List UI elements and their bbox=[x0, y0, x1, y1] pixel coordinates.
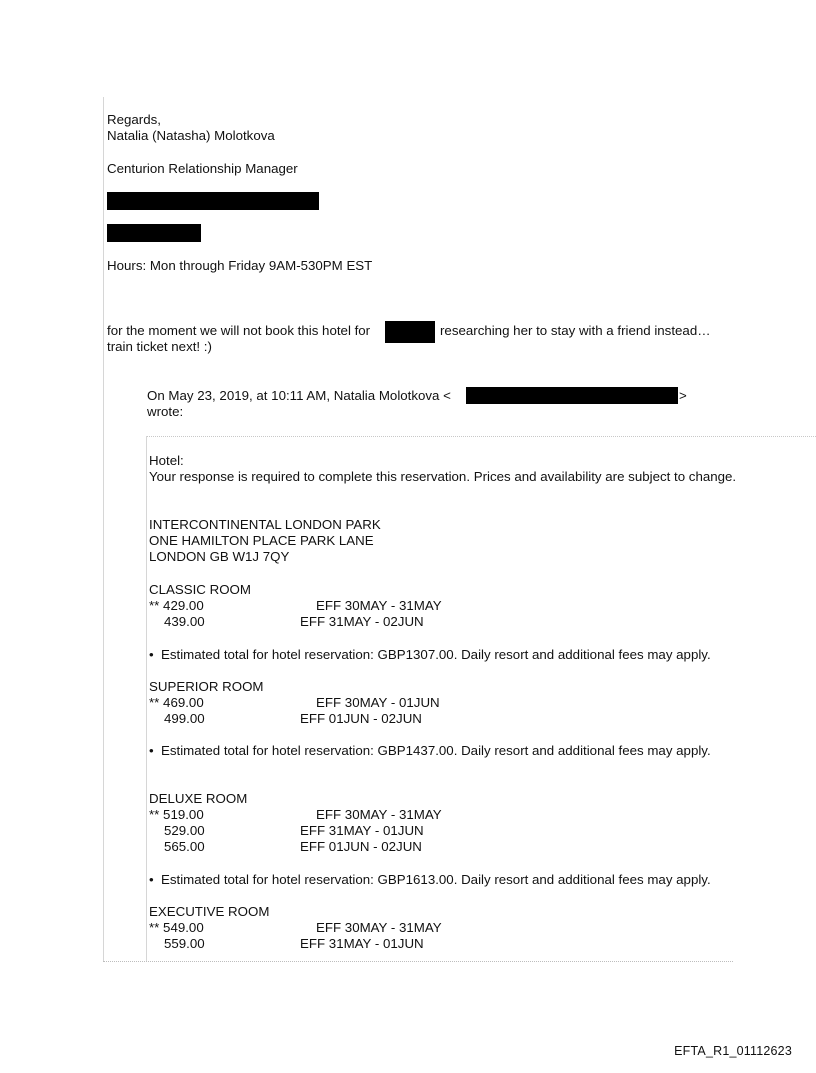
rate-price: 559.00 bbox=[164, 936, 205, 951]
quote-border-outer-bottom bbox=[103, 961, 733, 962]
quote-header-line-1b: > bbox=[679, 388, 687, 403]
signature-title: Centurion Relationship Manager bbox=[107, 161, 298, 176]
rate-eff: EFF 31MAY - 01JUN bbox=[300, 823, 424, 838]
rate-price: ** 429.00 bbox=[149, 598, 204, 613]
rate-eff: EFF 31MAY - 01JUN bbox=[300, 936, 424, 951]
reply-line-2: train ticket next! :) bbox=[107, 339, 212, 354]
estimated-total: Estimated total for hotel reservation: GBP1307.00. Daily resort and additional fees may apply. bbox=[161, 647, 711, 662]
rate-eff: EFF 30MAY - 31MAY bbox=[316, 598, 442, 613]
rate-eff: EFF 01JUN - 02JUN bbox=[300, 839, 422, 854]
rate-price: 499.00 bbox=[164, 711, 205, 726]
room-name: EXECUTIVE ROOM bbox=[149, 904, 270, 919]
rate-price: 565.00 bbox=[164, 839, 205, 854]
redaction-bar bbox=[466, 387, 678, 404]
signature-hours: Hours: Mon through Friday 9AM-530PM EST bbox=[107, 258, 373, 273]
rate-eff: EFF 30MAY - 31MAY bbox=[316, 920, 442, 935]
quote-header-line-1a: On May 23, 2019, at 10:11 AM, Natalia Molotkova < bbox=[147, 388, 451, 403]
quote-border-outer bbox=[103, 97, 104, 962]
estimated-total: Estimated total for hotel reservation: GBP1613.00. Daily resort and additional fees may apply. bbox=[161, 872, 711, 887]
hotel-name: INTERCONTINENTAL LONDON PARK bbox=[149, 517, 381, 532]
estimated-total: Estimated total for hotel reservation: GBP1437.00. Daily resort and additional fees may apply. bbox=[161, 743, 711, 758]
room-name: SUPERIOR ROOM bbox=[149, 679, 264, 694]
quote-border-inner bbox=[146, 436, 147, 961]
hotel-notice: Your response is required to complete this reservation. Prices and availability are subject to change. bbox=[149, 469, 737, 484]
bullet-icon: • bbox=[149, 647, 154, 662]
room-name: DELUXE ROOM bbox=[149, 791, 248, 806]
room-name: CLASSIC ROOM bbox=[149, 582, 251, 597]
rate-price: ** 519.00 bbox=[149, 807, 204, 822]
bullet-icon: • bbox=[149, 743, 154, 758]
rate-price: 529.00 bbox=[164, 823, 205, 838]
redaction-bar bbox=[385, 321, 435, 343]
reply-line-1a: for the moment we will not book this hotel for bbox=[107, 323, 371, 338]
rate-eff: EFF 30MAY - 31MAY bbox=[316, 807, 442, 822]
rate-eff: EFF 31MAY - 02JUN bbox=[300, 614, 424, 629]
redaction-bar bbox=[107, 224, 201, 242]
rate-eff: EFF 30MAY - 01JUN bbox=[316, 695, 440, 710]
bullet-icon: • bbox=[149, 872, 154, 887]
quote-border-inner-top bbox=[146, 436, 816, 437]
rate-eff: EFF 01JUN - 02JUN bbox=[300, 711, 422, 726]
hotel-label: Hotel: bbox=[149, 453, 184, 468]
hotel-address-1: ONE HAMILTON PLACE PARK LANE bbox=[149, 533, 374, 548]
reply-line-1b: researching her to stay with a friend instead… bbox=[440, 323, 711, 338]
rate-price: ** 469.00 bbox=[149, 695, 204, 710]
document-id: EFTA_R1_01112623 bbox=[674, 1044, 792, 1058]
signature-regards: Regards, bbox=[107, 112, 161, 127]
hotel-address-2: LONDON GB W1J 7QY bbox=[149, 549, 290, 564]
quote-header-line-2: wrote: bbox=[147, 404, 184, 419]
rate-price: 439.00 bbox=[164, 614, 205, 629]
signature-name: Natalia (Natasha) Molotkova bbox=[107, 128, 275, 143]
redaction-bar bbox=[107, 192, 319, 210]
rate-price: ** 549.00 bbox=[149, 920, 204, 935]
